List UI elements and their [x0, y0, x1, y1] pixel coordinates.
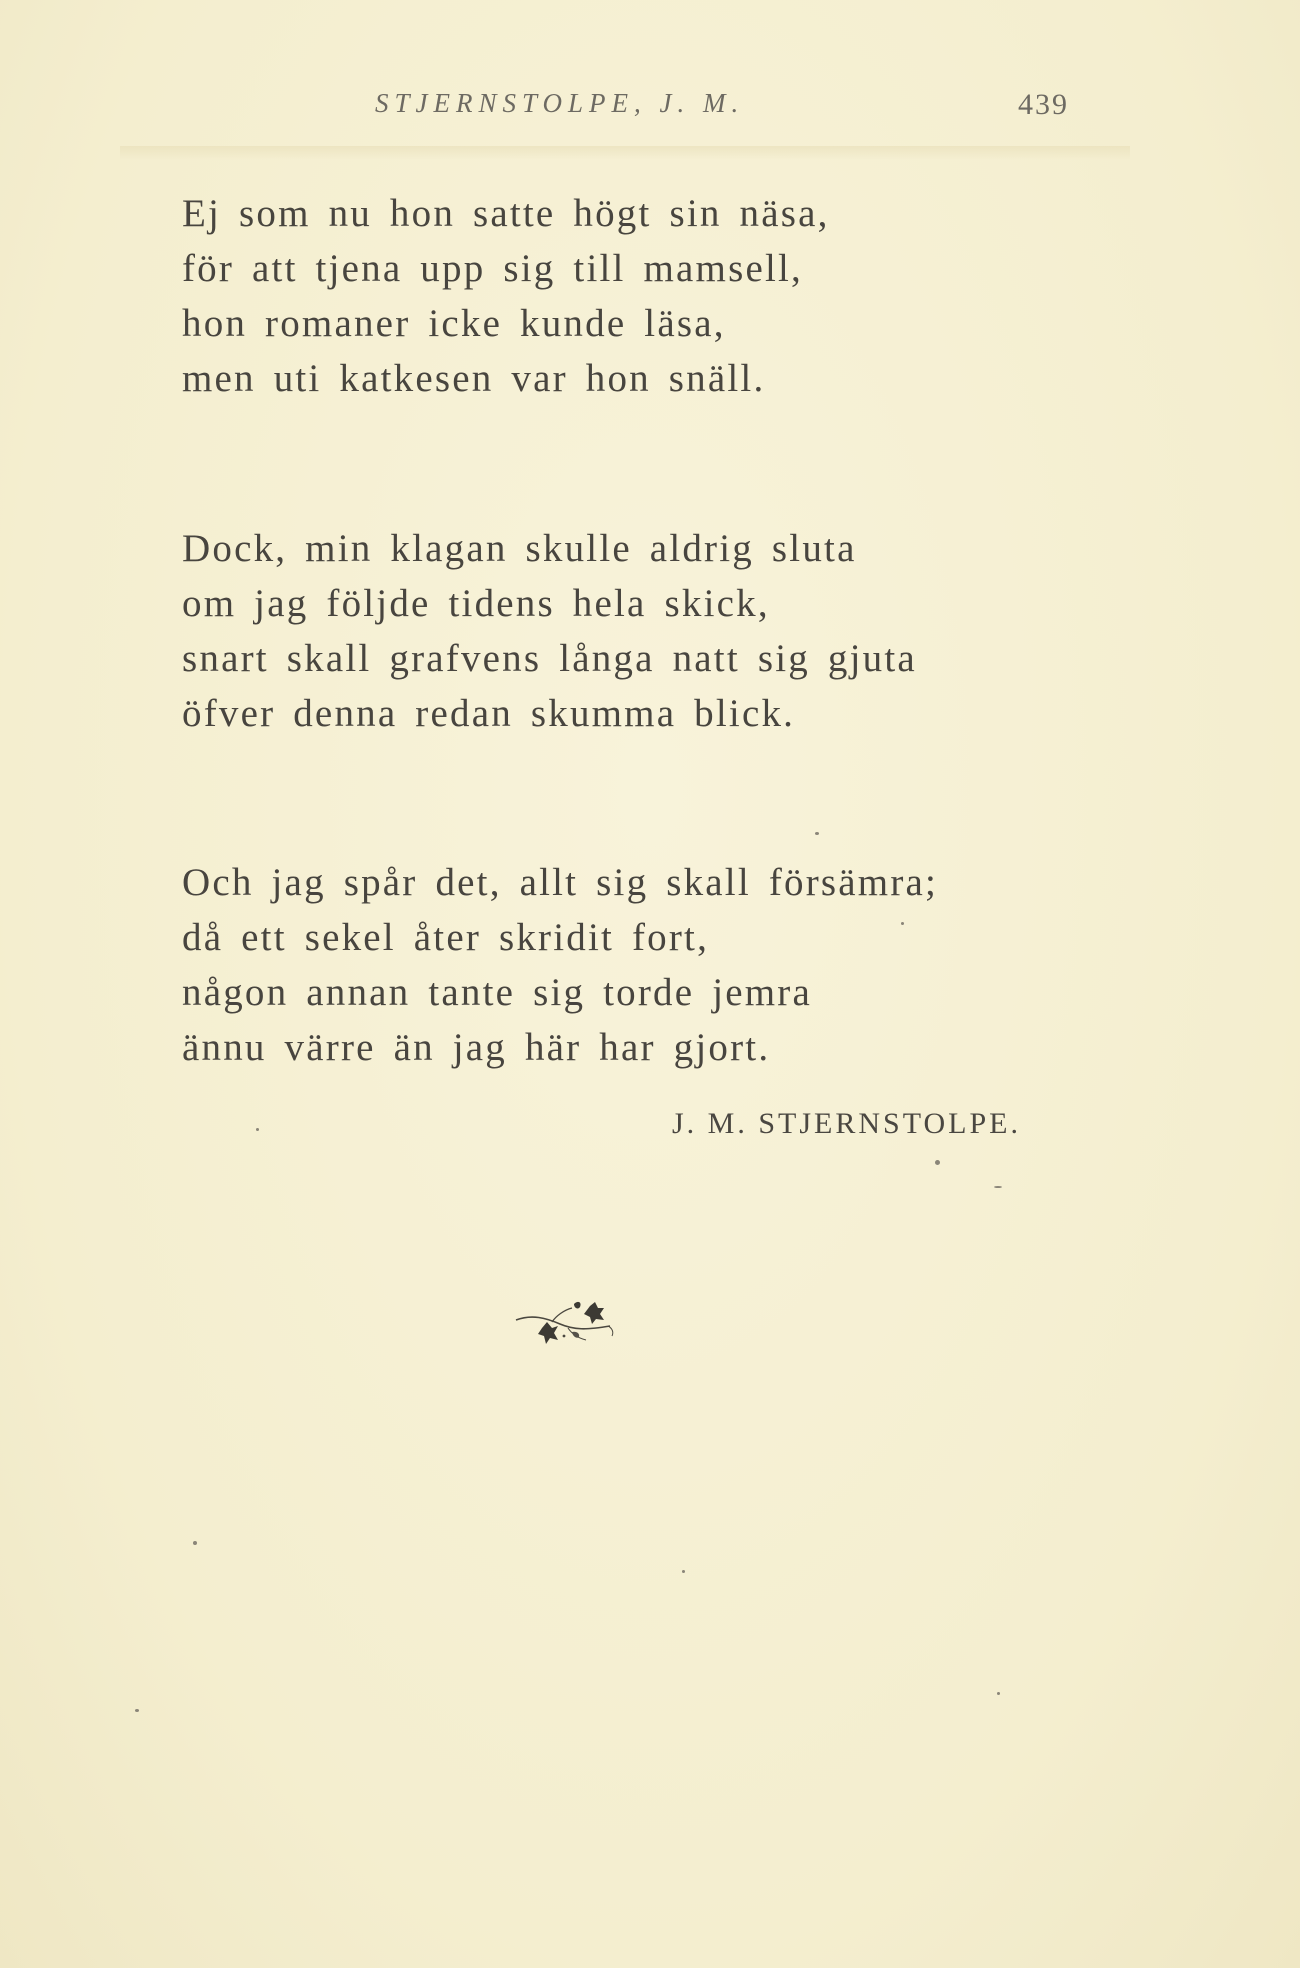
- poem-line: öfver denna redan skumma blick.: [182, 692, 796, 735]
- poem-line: snart skall grafvens långa natt sig gjuta: [182, 637, 917, 680]
- paper-speck: [815, 832, 819, 835]
- paper-speck: [997, 1692, 1000, 1695]
- poem-line: men uti katkesen var hon snäll.: [182, 357, 766, 400]
- poem-line: om jag följde tidens hela skick,: [182, 582, 770, 625]
- running-title: STJERNSTOLPE, J. M.: [375, 88, 745, 118]
- poem-line: då ett sekel åter skridit fort,: [182, 916, 710, 959]
- paper-speck: [901, 922, 904, 925]
- poem-line: för att tjena upp sig till mamsell,: [182, 247, 803, 290]
- poem-line: Dock, min klagan skulle aldrig sluta: [182, 527, 857, 570]
- poem-line: Och jag spår det, allt sig skall försämra;: [182, 861, 939, 904]
- poem-stanza-1: [182, 186, 830, 406]
- page-number: 439: [1018, 88, 1069, 121]
- paper-speck: [193, 1541, 197, 1545]
- poem-stanza-3: [182, 855, 938, 1075]
- poem-stanza-2: [182, 521, 917, 741]
- paper-speck: [994, 1186, 1002, 1188]
- poem-line: någon annan tante sig torde jemra: [182, 971, 812, 1014]
- paper-speck: [256, 1128, 259, 1131]
- poem-line: hon romaner icke kunde läsa,: [182, 302, 726, 345]
- paper-speck: [935, 1160, 940, 1165]
- poem-line: ännu värre än jag här har gjort.: [182, 1026, 771, 1069]
- header-rule-shadow: [120, 146, 1130, 160]
- poem-line: Ej som nu hon satte högt sin näsa,: [182, 192, 830, 235]
- author-signature: J. M. STJERNSTOLPE.: [672, 1107, 1022, 1140]
- paper-speck: [135, 1709, 139, 1712]
- ivy-vine-ornament-icon: [512, 1298, 624, 1350]
- paper-speck: [682, 1570, 685, 1573]
